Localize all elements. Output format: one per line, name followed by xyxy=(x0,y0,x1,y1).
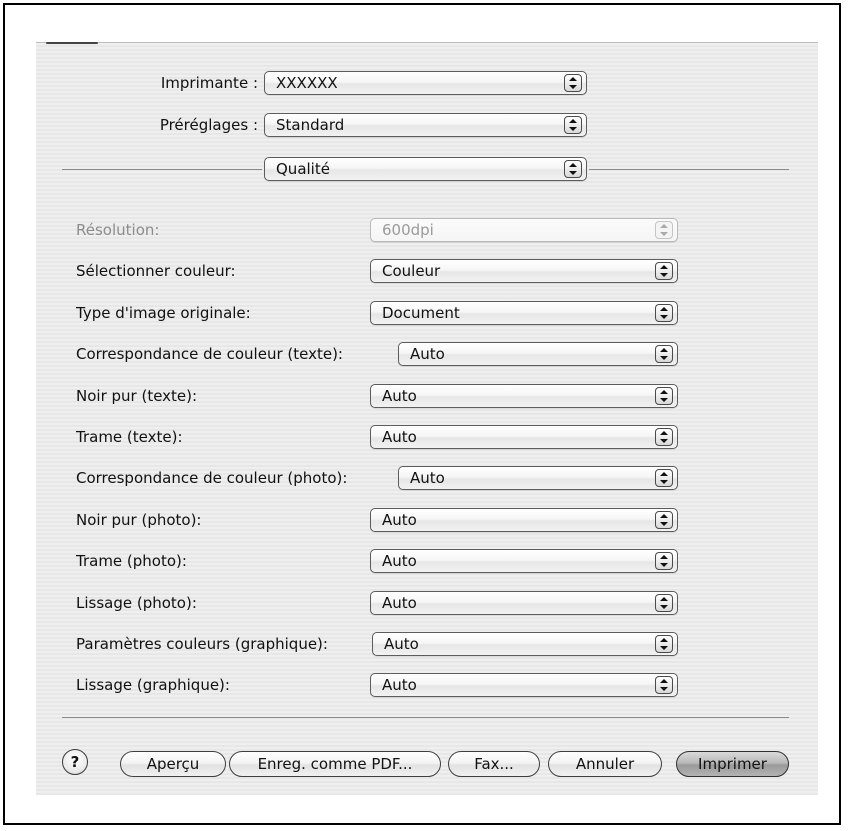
setting-value: Auto xyxy=(382,387,417,405)
updown-arrows-icon xyxy=(655,262,673,280)
setting-popup-color-matching-text[interactable] xyxy=(398,342,678,366)
setting-label: Résolution: xyxy=(76,221,160,239)
footer-separator xyxy=(62,717,789,718)
setting-value: Auto xyxy=(382,552,417,570)
updown-arrows-icon xyxy=(655,594,673,612)
question-mark-icon: ? xyxy=(70,753,80,771)
setting-value: Auto xyxy=(384,635,419,653)
panel-value: Qualité xyxy=(276,160,330,178)
setting-value: Auto xyxy=(382,594,417,612)
printer-value: XXXXXX xyxy=(276,74,338,92)
updown-arrows-icon xyxy=(564,160,582,178)
updown-arrows-icon xyxy=(655,304,673,322)
setting-popup-original-type[interactable] xyxy=(370,301,678,325)
preview-button[interactable]: Aperçu xyxy=(120,751,226,777)
setting-label: Correspondance de couleur (texte): xyxy=(76,345,343,363)
updown-arrows-icon xyxy=(655,552,673,570)
updown-arrows-icon xyxy=(564,116,582,134)
setting-label: Type d'image originale: xyxy=(76,304,251,322)
updown-arrows-icon xyxy=(655,511,673,529)
setting-popup-screen-photo[interactable] xyxy=(370,549,678,573)
updown-arrows-icon xyxy=(655,676,673,694)
updown-arrows-icon xyxy=(655,387,673,405)
setting-label: Lissage (graphique): xyxy=(76,676,230,694)
setting-value: Couleur xyxy=(382,262,441,280)
setting-value: Auto xyxy=(382,676,417,694)
save-as-pdf-button[interactable]: Enreg. comme PDF... xyxy=(229,751,441,777)
setting-label: Noir pur (texte): xyxy=(76,387,198,405)
setting-value: Auto xyxy=(410,345,445,363)
setting-label: Sélectionner couleur: xyxy=(76,262,236,280)
setting-value: Document xyxy=(382,304,460,322)
cancel-button[interactable]: Annuler xyxy=(548,751,662,777)
setting-value: Auto xyxy=(410,469,445,487)
setting-popup-resolution xyxy=(370,218,678,242)
updown-arrows-icon xyxy=(564,74,582,92)
help-button[interactable] xyxy=(62,749,88,775)
setting-label: Correspondance de couleur (photo): xyxy=(76,469,348,487)
printer-popup[interactable] xyxy=(264,71,587,95)
setting-popup-screen-text[interactable] xyxy=(370,425,678,449)
setting-popup-color-matching-photo[interactable] xyxy=(398,466,678,490)
setting-label: Lissage (photo): xyxy=(76,594,197,612)
print-dialog xyxy=(36,42,818,795)
panel-separator-left xyxy=(62,169,262,170)
setting-popup-smoothing-photo[interactable] xyxy=(370,591,678,615)
updown-arrows-icon xyxy=(655,635,673,653)
presets-value: Standard xyxy=(276,116,345,134)
fax-button[interactable]: Fax... xyxy=(448,751,540,777)
printer-label: Imprimante : xyxy=(160,74,258,92)
presets-label: Préréglages : xyxy=(159,116,258,134)
setting-label: Trame (texte): xyxy=(76,428,183,446)
setting-popup-pure-black-text[interactable] xyxy=(370,384,678,408)
updown-arrows-icon xyxy=(655,345,673,363)
setting-label: Trame (photo): xyxy=(76,552,187,570)
setting-value: Auto xyxy=(382,511,417,529)
setting-popup-color-select[interactable] xyxy=(370,259,678,283)
setting-label: Paramètres couleurs (graphique): xyxy=(76,635,328,653)
setting-value: Auto xyxy=(382,428,417,446)
updown-arrows-icon xyxy=(655,221,673,239)
setting-value: 600dpi xyxy=(382,221,434,239)
setting-popup-pure-black-photo[interactable] xyxy=(370,508,678,532)
presets-popup[interactable] xyxy=(264,113,587,137)
setting-popup-color-graphics[interactable] xyxy=(372,632,678,656)
print-button[interactable]: Imprimer xyxy=(676,751,789,777)
setting-popup-smoothing-graphics[interactable] xyxy=(370,673,678,697)
panel-popup[interactable] xyxy=(264,157,587,181)
panel-separator-right xyxy=(589,169,789,170)
updown-arrows-icon xyxy=(655,428,673,446)
setting-label: Noir pur (photo): xyxy=(76,511,202,529)
updown-arrows-icon xyxy=(655,469,673,487)
